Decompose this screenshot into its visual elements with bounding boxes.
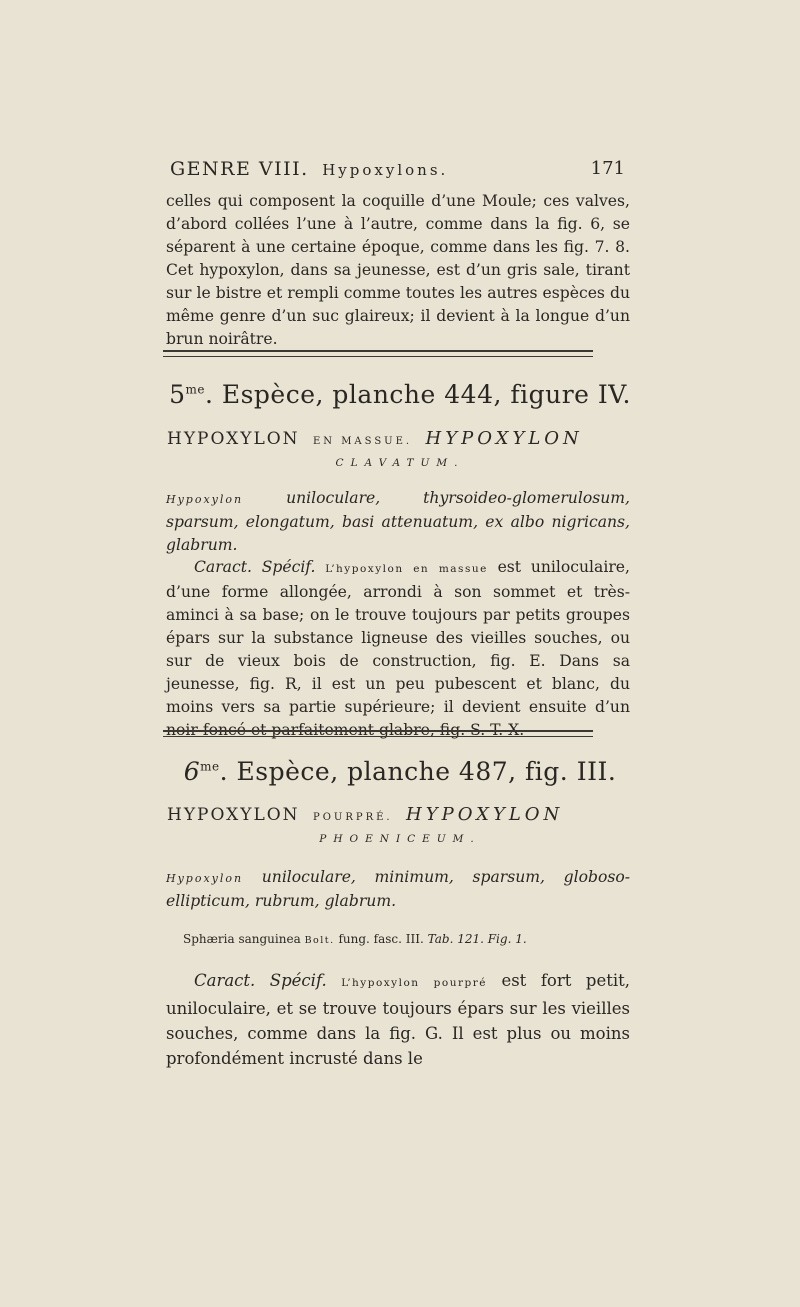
genus-name: Hypoxylons.: [322, 161, 449, 179]
section-divider: [163, 350, 593, 357]
species-6-title: [0, 757, 800, 786]
species-5-ordinal: me: [185, 382, 205, 397]
species-5-number: 5: [169, 380, 186, 409]
species-5-diagnosis-text: uniloculare, thyrsoideo-glomerulosum, sparsum, elongatum, basi attenuatum, ex albo nigricans, glabrum.: [166, 489, 630, 554]
species-6-title-text: . Espèce, planche 487, fig. III.: [219, 757, 617, 786]
species-6-names: [167, 804, 647, 825]
synonym-author: Bolt.: [304, 935, 335, 946]
species-5-description: [166, 556, 630, 742]
synonym-reference: fung. fasc. III.: [338, 932, 424, 946]
species-5-caract-name: L’hypoxylon en massue: [325, 563, 488, 575]
genus-label: GENRE VIII.: [170, 158, 309, 180]
intro-paragraph-block: [166, 190, 630, 351]
synonym-table: Tab. 121. Fig. 1.: [427, 932, 527, 946]
species-5-title-text: . Espèce, planche 444, figure IV.: [204, 380, 631, 409]
species-5-diagnosis: [166, 487, 630, 557]
running-header: [170, 158, 625, 180]
species-6-latin-name: HYPOXYLON: [406, 804, 564, 825]
species-6-diagnosis-text: uniloculare, minimum, sparsum, globoso-ellipticum, rubrum, glabrum.: [166, 868, 630, 910]
species-5-caract-label: Caract. Spécif.: [194, 558, 316, 576]
species-6-french-qualifier: POURPRÉ.: [312, 812, 393, 823]
species-6-diagnosis: [166, 866, 630, 913]
section-divider-2: [163, 730, 593, 737]
intro-paragraph: celles qui composent la coquille d’une Moule; ces valves, d’abord collées l’une à l’autre, comme dans la fig. 6, se séparent à une certaine époque, comme dans les fig. 7. 8. Cet hypoxylon, dans sa jeunesse, est d’un gris sale, tirant sur le bistre et rempli comme toutes les autres espèces du même genre d’un suc glaireux; il devient à la longue d’un brun noirâtre.: [166, 192, 630, 348]
species-5-diagnosis-lead: Hypoxylon: [166, 493, 244, 506]
species-6-ordinal: me: [200, 759, 220, 774]
species-5-latin-name: HYPOXYLON: [425, 428, 583, 449]
species-5-french-name: HYPOXYLON: [167, 429, 300, 449]
species-5-caract-text: est uniloculaire, d’une forme allongée, arrondi à son sommet et très-aminci à sa base; on le trouve toujours par petits groupes épars sur la substance ligneuse des vieilles souches, ou sur de vieux bois de construction, fig. E. Dans sa jeunesse, fig. R, il est un peu pubescent et blanc, du moins vers sa partie supérieure; il devient ensuite d’un noir foncé et parfaitement glabre, fig. S. T. X.: [166, 558, 630, 739]
species-6-description: [166, 968, 630, 1071]
species-5-latin-epithet: CLAVATUM.: [335, 457, 465, 469]
species-5-title: [0, 380, 800, 409]
species-6-caract-label: Caract. Spécif.: [194, 971, 327, 990]
species-6-synonym: [183, 932, 527, 946]
synonym-name: Sphæria sanguinea: [183, 932, 301, 946]
species-6-latin-epithet: PHOENICEUM.: [319, 833, 481, 845]
species-6-caract-text: est fort petit, uniloculaire, et se trouve toujours épars sur les vieilles souches, comme dans la fig. G. Il est plus ou moins profondément incrusté dans le: [166, 971, 630, 1068]
species-6-diagnosis-lead: Hypoxylon: [166, 872, 244, 885]
species-6-number: 6: [183, 757, 201, 786]
page-number: 171: [590, 158, 625, 179]
species-5-names: [167, 428, 647, 449]
species-6-caract-name: L’hypoxylon pourpré: [341, 977, 487, 989]
species-5-french-qualifier: EN MASSUE.: [312, 436, 413, 447]
species-6-french-name: HYPOXYLON: [167, 805, 300, 825]
